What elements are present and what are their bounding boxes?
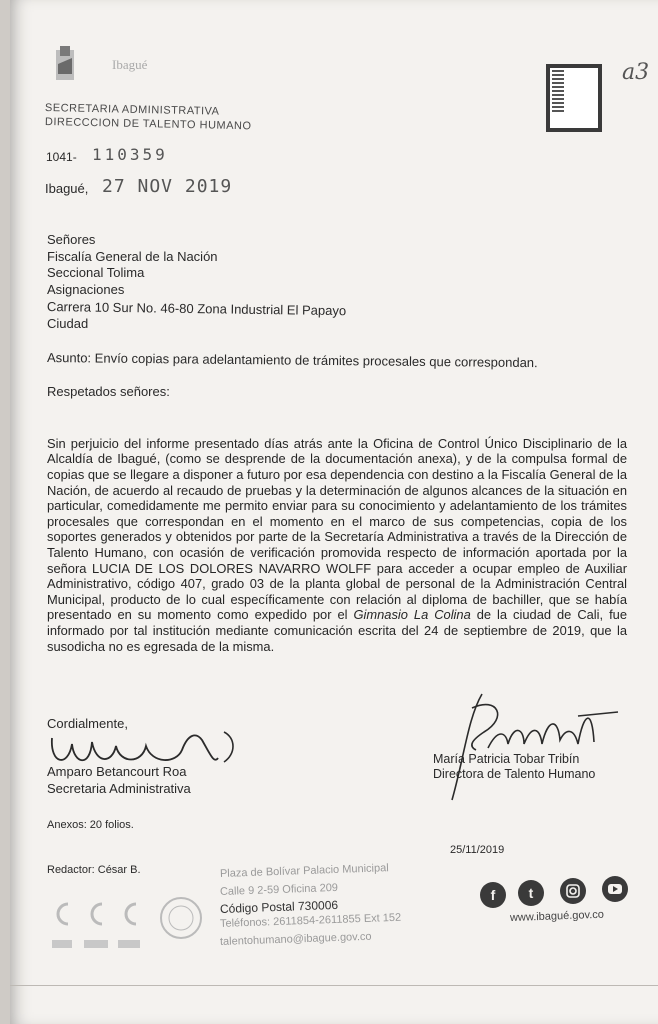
reference-prefix: 1041- — [46, 150, 77, 164]
subject-text: Envío copias para adelantamiento de trámites procesales que correspondan. — [94, 350, 538, 371]
footer-phones: Teléfonos: 2611854-2611855 Ext 152 — [219, 911, 402, 930]
school-name: Gimnasio La Colina — [353, 607, 471, 623]
signer-left-name: Amparo Betancourt Roa — [47, 764, 187, 779]
youtube-icon[interactable] — [602, 876, 628, 902]
annexes: Anexos: 20 folios. — [47, 819, 134, 831]
subject-line — [47, 350, 538, 370]
signer-right-title: Directora de Talento Humano — [433, 767, 596, 781]
subject-label: Asunto: — [46, 350, 92, 366]
handwritten-mark: a3 — [622, 60, 650, 85]
ibague-logo-icon — [54, 44, 94, 88]
recipient-office: Asignaciones — [47, 282, 125, 297]
footer-website[interactable]: www.ibagué.gov.co — [509, 908, 605, 924]
signer-left-title: Secretaria Administrativa — [47, 781, 191, 796]
instagram-icon[interactable] — [560, 878, 586, 904]
barcode-stamp — [546, 64, 602, 132]
greeting: Respetados señores: — [47, 384, 170, 399]
header-city-word: Ibagué — [112, 57, 148, 72]
body-paragraph: Sin perjuicio del informe presentado días atrás ante la Oficina de Control Único Disciplinario de la Alcaldía de Ibagué, (como se desprende de la documentación anexa), y de la compulsa formal de copias que se llegare a disponer a futuro por esa dependencia con destino a la Fiscalía General de la Nación, de acuerdo al recaudo de pruebas y la determinación de algunos alcances de la situación en particular, comedidamente me permito enviar para su conocimiento y adelantamiento de los trámites procesales que correspondan en el momento en el marco de sus competencias, copia de los soportes generados y obtenidos por parte de la Secretaría Administrativa a través de la Dirección de Talento Humano, con ocasión de verificación promovida respecto de información aportada por la señora LUCIA DE LOS DOLORES NAVARRO WOLFF para acceder a ocupar empleo de Auxiliar Administrativo, código 407, grado 03 de la planta global de personal de la Administración Central Municipal, producto de lo cual específicamente con relación al diploma de bachiller, que se había presentado en su momento como expedido por el Gimnasio La Colina de la ciudad de Cali, fue informado por tal institución mediante comunicación escrita del 24 de septiembre de 2019, que la susodicha no es egresada de la misma. — [47, 435, 627, 654]
footer-postal-code: Código Postal 730006 — [219, 897, 339, 916]
page-edge-divider — [10, 985, 658, 986]
date-city: Ibagué, — [45, 181, 89, 196]
header-department-line1: SECRETARIA ADMINISTRATIVA — [44, 102, 220, 118]
drafter: Redactor: César B. — [47, 864, 141, 876]
date-stamp: 27 NOV 2019 — [102, 176, 233, 197]
recipient-entity: Fiscalía General de la Nación — [47, 249, 218, 264]
recipient-city: Ciudad — [47, 316, 89, 331]
recipient-section: Seccional Tolima — [47, 265, 145, 280]
closing: Cordialmente, — [47, 716, 128, 731]
signature-right-icon — [428, 688, 628, 808]
letter-page — [10, 0, 658, 1024]
recipient-address: Carrera 10 Sur No. 46-80 Zona Industrial El Papayo — [46, 299, 347, 319]
reference-number: 110359 — [92, 145, 168, 164]
facebook-icon[interactable]: f — [480, 882, 506, 908]
signer-right-name: María Patricia Tobar Tribín — [433, 752, 580, 766]
recipient-salutation: Señores — [47, 232, 96, 247]
side-date: 25/11/2019 — [450, 844, 505, 856]
quality-seals-icon — [46, 892, 216, 954]
footer-address-line2: Calle 9 2-59 Oficina 209 — [219, 881, 339, 898]
footer-email: talentohumano@ibague.gov.co — [219, 930, 372, 948]
footer-address-line1: Plaza de Bolívar Palacio Municipal — [219, 862, 389, 880]
twitter-icon[interactable]: t — [518, 880, 544, 906]
header-department-line2: DIRECCCION DE TALENTO HUMANO — [44, 116, 252, 133]
